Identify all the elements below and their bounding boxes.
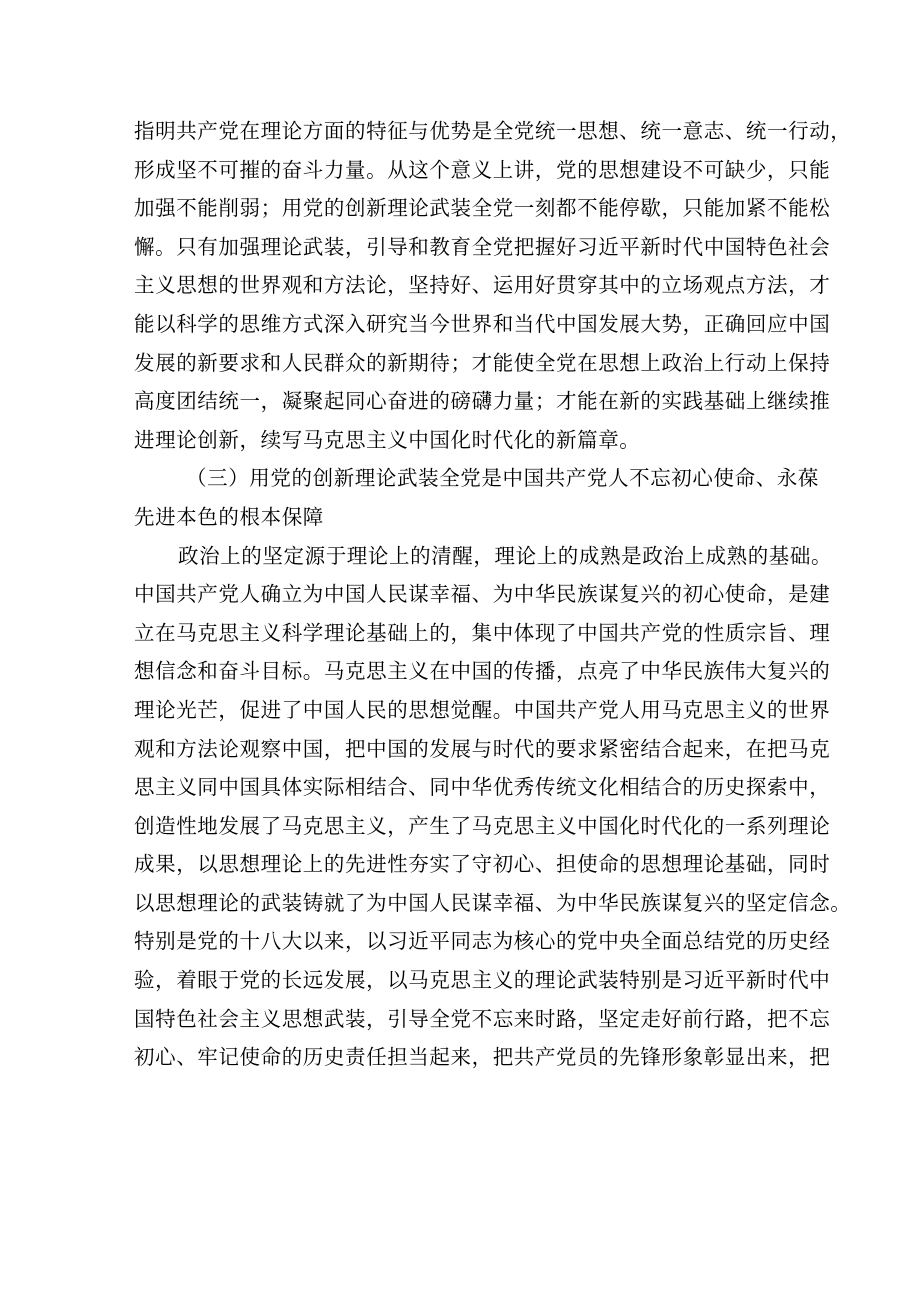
paragraph-line: 中国共产党人确立为中国人民谋幸福、为中华民族谋复兴的初心使命，是建 — [134, 582, 831, 607]
paragraph-line: 进理论创新，续写马克思主义中国化时代化的新篇章。 — [134, 427, 641, 452]
paragraph-line: 思主义同中国具体实际相结合、同中华优秀传统文化相结合的历史探索中， — [134, 775, 831, 800]
paragraph-line: 理论光芒，促进了中国人民的思想觉醒。中国共产党人用马克思主义的世界 — [134, 697, 831, 722]
paragraph-line: 高度团结统一，凝聚起同心奋进的磅礴力量；才能在新的实践基础上继续推 — [134, 389, 831, 414]
paragraph-line: 初心、牢记使命的历史责任担当起来，把共产党员的先锋形象彰显出来，把 — [134, 1045, 831, 1070]
paragraph-line: 懈。只有加强理论武装，引导和教育全党把握好习近平新时代中国特色社会 — [134, 234, 831, 259]
paragraph-line: 指明共产党在理论方面的特征与优势是全党统一思想、统一意志、统一行动， — [134, 119, 852, 143]
paragraph-line: 能以科学的思维方式深入研究当今世界和当代中国发展大势，正确回应中国 — [134, 311, 831, 336]
paragraph-line: 想信念和奋斗目标。马克思主义在中国的传播，点亮了中华民族伟大复兴的 — [134, 659, 831, 684]
paragraph-line: 验，着眼于党的长远发展，以马克思主义的理论武装特别是习近平新时代中 — [134, 968, 831, 993]
paragraph-line: 立在马克思主义科学理论基础上的，集中体现了中国共产党的性质宗旨、理 — [134, 620, 831, 645]
paragraph-line: 加强不能削弱；用党的创新理论武装全党一刻都不能停歇，只能加紧不能松 — [134, 196, 831, 221]
paragraph-line: 成果，以思想理论上的先进性夯实了守初心、担使命的思想理论基础，同时 — [134, 852, 831, 877]
paragraph-line: 主义思想的世界观和方法论，坚持好、运用好贯穿其中的立场观点方法，才 — [134, 273, 831, 298]
paragraph-line: 国特色社会主义思想武装，引导全党不忘来时路，坚定走好前行路，把不忘 — [134, 1006, 831, 1031]
paragraph-line: 发展的新要求和人民群众的新期待；才能使全党在思想上政治上行动上保持 — [134, 350, 831, 375]
paragraph-line: 观和方法论观察中国，把中国的发展与时代的要求紧密结合起来，在把马克 — [134, 736, 831, 761]
paragraph-line: 政治上的坚定源于理论上的清醒，理论上的成熟是政治上成熟的基础。 — [178, 543, 833, 568]
paragraph-line: 形成坚不可摧的奋斗力量。从这个意义上讲，党的思想建设不可缺少，只能 — [134, 157, 831, 182]
section-heading-line: （三）用党的创新理论武装全党是中国共产党人不忘初心使命、永葆 — [186, 466, 819, 491]
paragraph-line: 创造性地发展了马克思主义，产生了马克思主义中国化时代化的一系列理论 — [134, 813, 831, 838]
section-heading-line: 先进本色的根本保障 — [134, 504, 324, 529]
paragraph-line: 特别是党的十八大以来，以习近平同志为核心的党中央全面总结党的历史经 — [134, 929, 831, 954]
paragraph-line: 以思想理论的武装铸就了为中国人民谋幸福、为中华民族谋复兴的坚定信念。 — [134, 890, 852, 915]
document-body — [134, 112, 852, 1077]
